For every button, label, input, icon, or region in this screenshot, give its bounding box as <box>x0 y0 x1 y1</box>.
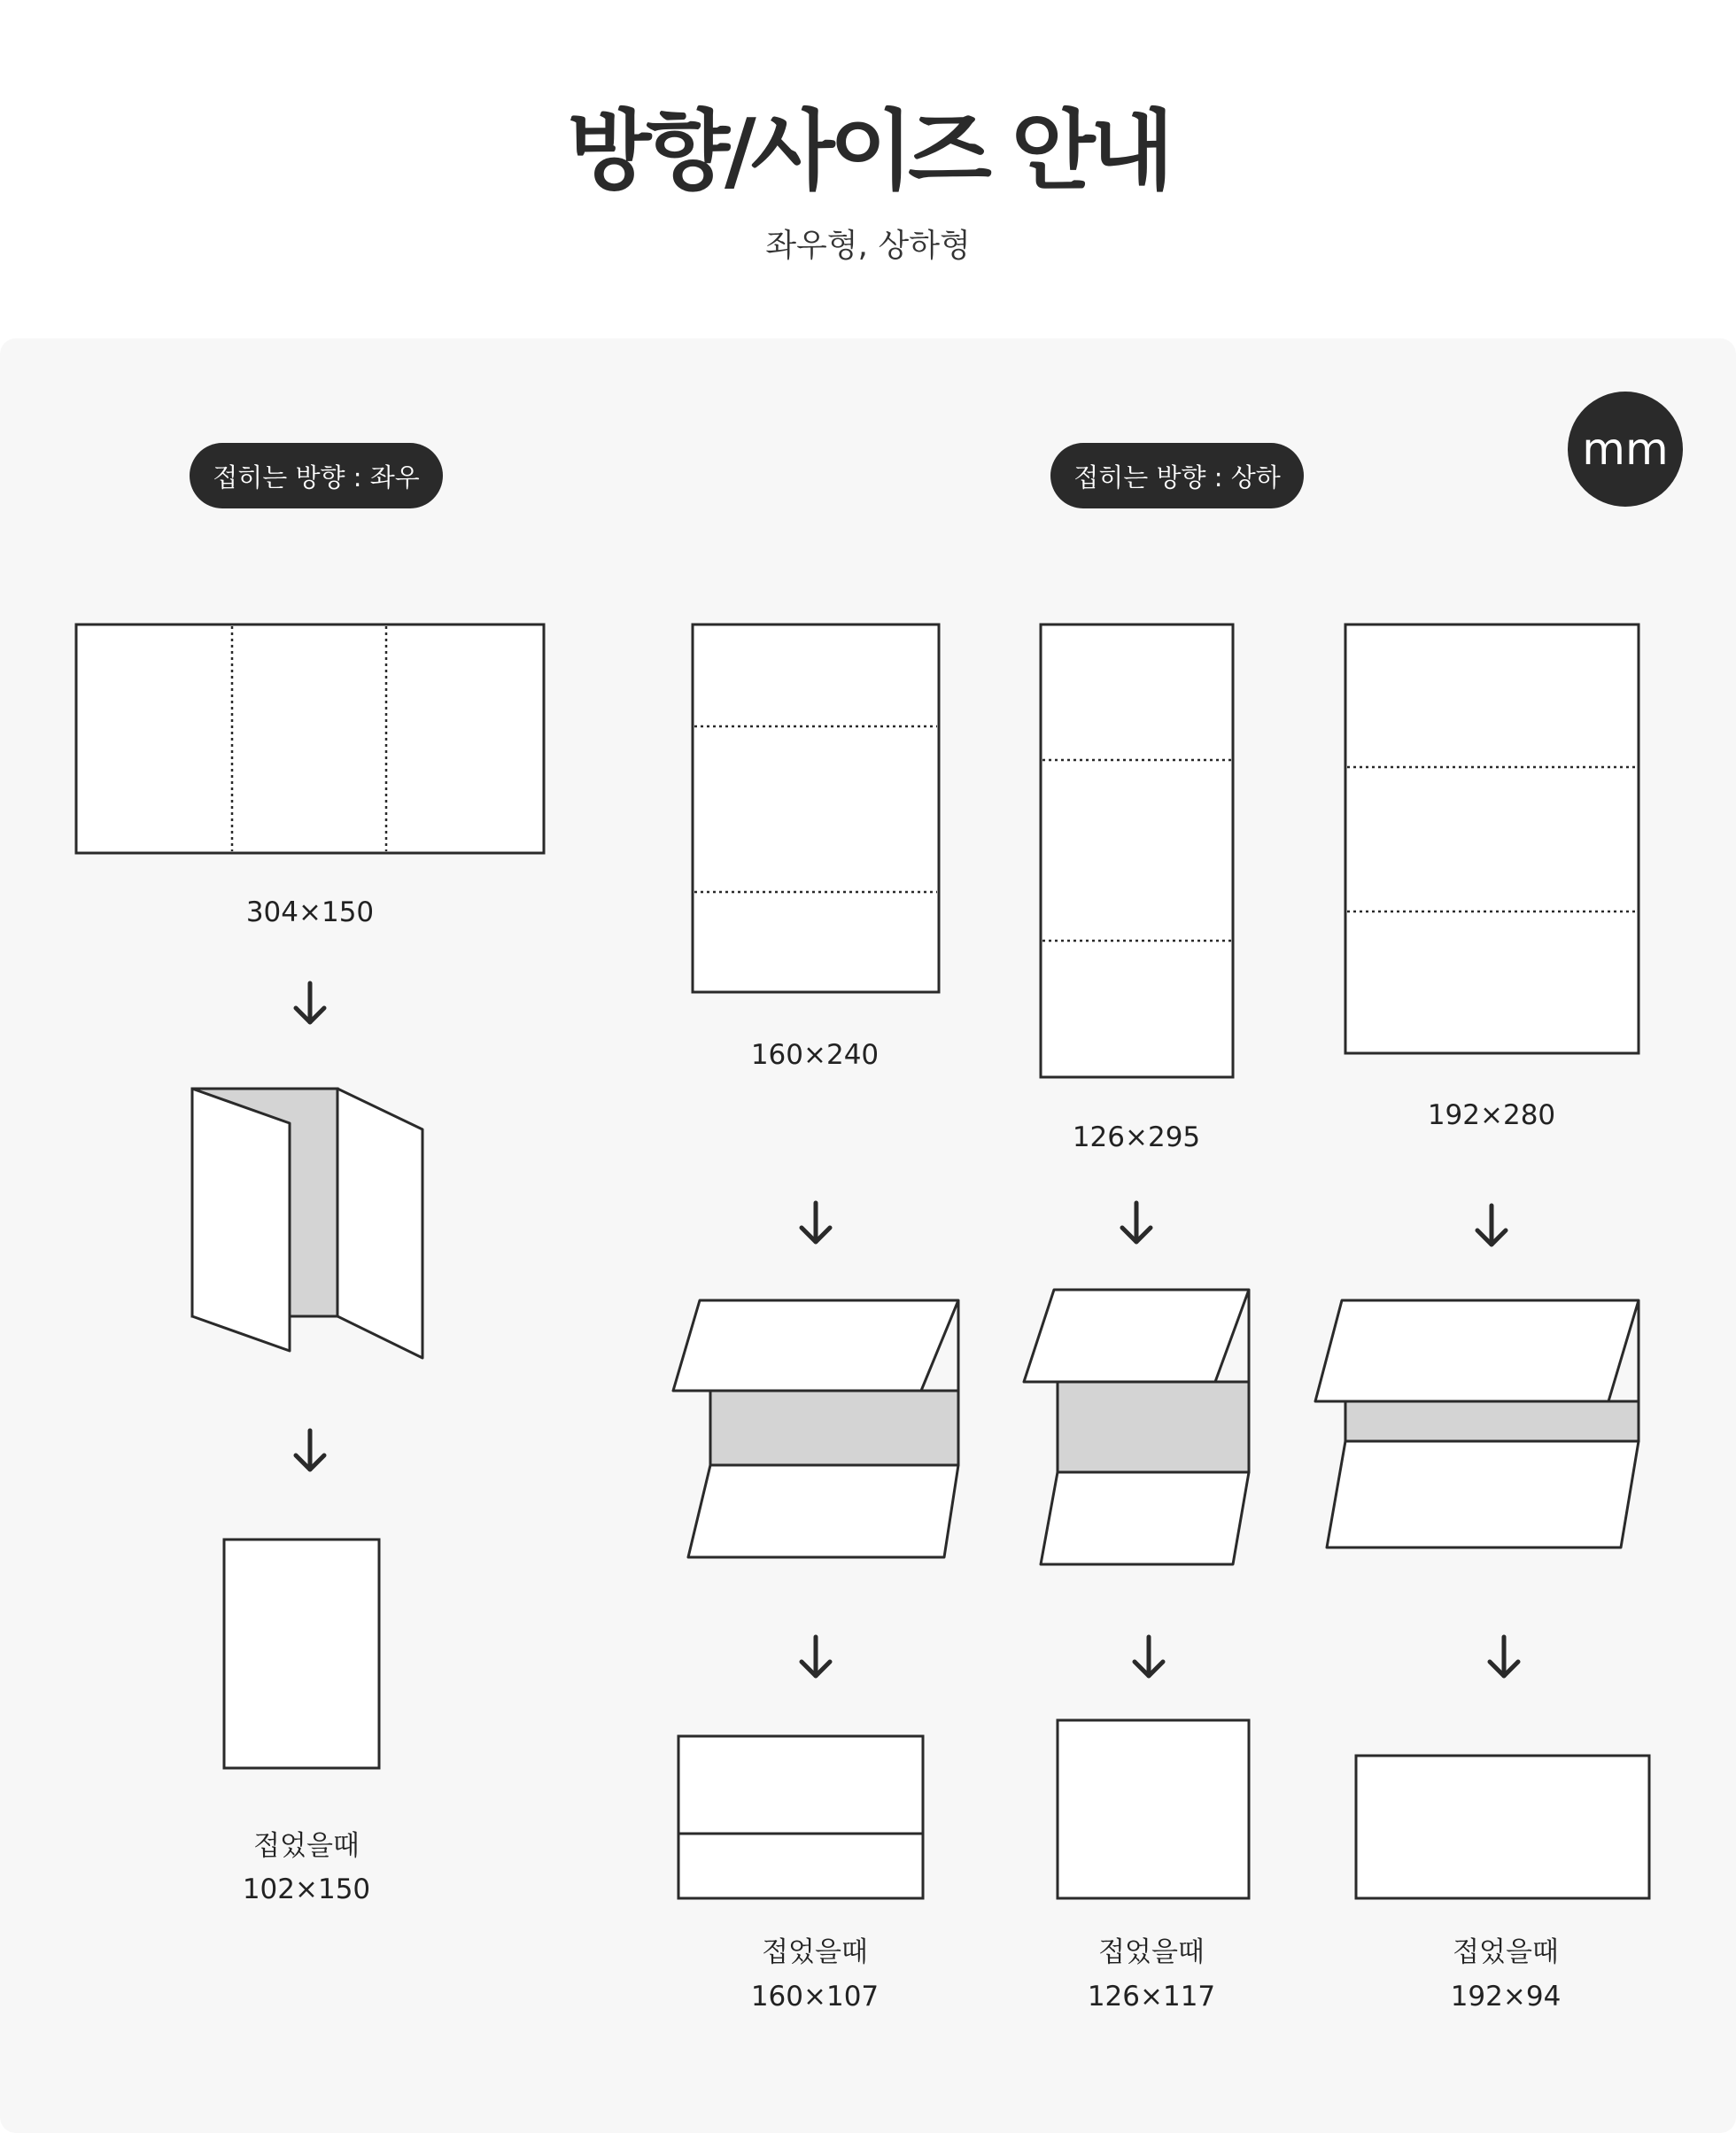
folded-size-label: 160×107 <box>750 1981 880 2013</box>
folding-sheet-top-bottom-3 <box>1315 1300 1639 1547</box>
flat-sheet-left-right <box>76 624 544 853</box>
flat-size-label: 126×295 <box>1072 1121 1201 1153</box>
flat-sheet-top-bottom-2 <box>1041 624 1233 1077</box>
arrow-down-icon <box>1135 1637 1163 1676</box>
arrow-down-icon <box>1490 1637 1518 1676</box>
folded-size-label: 192×94 <box>1450 1981 1562 2013</box>
folded-sheet-top-bottom-1 <box>678 1736 923 1898</box>
folded-sheet-top-bottom-2 <box>1058 1720 1249 1898</box>
arrow-down-icon <box>802 1637 830 1676</box>
unit-badge: mm <box>1568 392 1683 507</box>
folding-sheet-left-right <box>192 1089 422 1358</box>
arrow-down-icon <box>802 1203 830 1242</box>
flat-size-label: 304×150 <box>245 896 375 928</box>
arrow-down-icon <box>296 1431 324 1470</box>
folded-sheet-left-right <box>224 1540 379 1768</box>
folded-caption: 접었을때 <box>1453 1936 1559 1968</box>
folded-size-label: 102×150 <box>242 1873 371 1905</box>
flat-sheet-top-bottom-1 <box>693 624 939 992</box>
arrow-down-icon <box>1122 1203 1151 1242</box>
flat-size-label: 160×240 <box>750 1039 880 1071</box>
page-subtitle: 좌우형, 상하형 <box>765 228 971 264</box>
fold-direction-left-right-pill: 접히는 방향 : 좌우 <box>190 443 443 508</box>
folded-caption: 접었을때 <box>1098 1936 1205 1968</box>
arrow-down-icon <box>296 983 324 1022</box>
fold-direction-top-bottom-pill: 접히는 방향 : 상하 <box>1050 443 1304 508</box>
folded-size-label: 126×117 <box>1087 1981 1216 2013</box>
folding-sheet-top-bottom-2 <box>1024 1290 1249 1564</box>
arrow-down-icon <box>1477 1206 1506 1245</box>
flat-size-label: 192×280 <box>1427 1099 1556 1131</box>
folded-caption: 접었을때 <box>253 1830 360 1862</box>
folding-sheet-top-bottom-1 <box>673 1300 958 1557</box>
folded-sheet-top-bottom-3 <box>1356 1756 1649 1898</box>
page-title: 방향/사이즈 안내 <box>567 101 1169 202</box>
flat-sheet-top-bottom-3 <box>1345 624 1639 1053</box>
folded-caption: 접었을때 <box>762 1936 868 1968</box>
